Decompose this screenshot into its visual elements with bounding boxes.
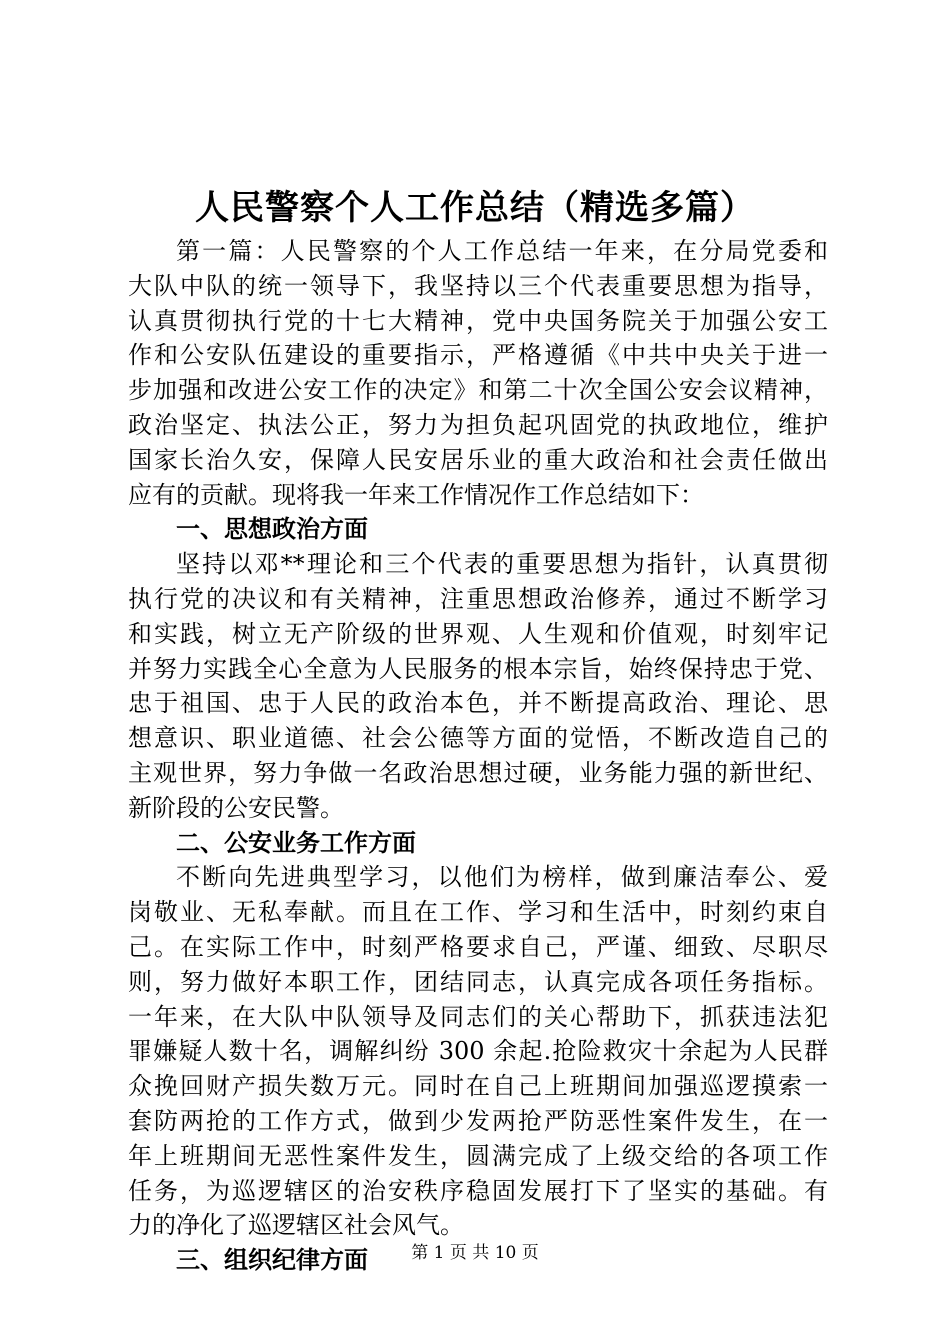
paragraph-line: 年上班期间无恶性案件发生，圆满完成了上级交给的各项工作: [128, 1141, 828, 1170]
paragraph-line: 岗敬业、无私奉献。而且在工作、学习和生活中，时刻约束自: [128, 898, 828, 927]
document-body: [128, 234, 828, 1278]
paragraph-line: 任务，为巡逻辖区的治安秩序稳固发展打下了坚实的基础。有: [128, 1176, 828, 1205]
paragraph-line: 和实践，树立无产阶级的世界观、人生观和价值观，时刻牢记: [128, 619, 828, 648]
section-heading-political: 一、思想政治方面: [176, 515, 368, 544]
paragraph-line: 罪嫌疑人数十名，调解纠纷 300 余起.抢险救灾十余起为人民群: [128, 1037, 828, 1066]
page-number-footer: 第 1 页 共 10 页: [411, 1243, 539, 1263]
paragraph-line: 想意识、职业道德、社会公德等方面的觉悟，不断改造自己的: [128, 724, 828, 753]
paragraph-line: 应有的贡献。现将我一年来工作情况作工作总结如下：: [128, 480, 704, 509]
paragraph-line: 第一篇：人民警察的个人工作总结一年来，在分局党委和: [176, 237, 828, 265]
paragraph-line: 步加强和改进公安工作的决定》和第二十次全国公安会议精神，: [128, 376, 828, 405]
paragraph-line: 大队中队的统一领导下，我坚持以三个代表重要思想为指导，: [128, 271, 828, 300]
paragraph-line: 坚持以邓**理论和三个代表的重要思想为指针，认真贯彻: [176, 550, 828, 579]
paragraph-line: 不断向先进典型学习，以他们为榜样，做到廉洁奉公、爱: [176, 863, 828, 892]
document-title: 人民警察个人工作总结（精选多篇）: [195, 188, 755, 228]
section-police-work-paragraph: [128, 860, 828, 1243]
section-political-paragraph: [128, 547, 828, 825]
paragraph-line: 众挽回财产损失数万元。同时在自己上班期间加强巡逻摸索一: [128, 1072, 828, 1101]
paragraph-line: 认真贯彻执行党的十七大精神，党中央国务院关于加强公安工: [128, 306, 828, 335]
paragraph-line: 国家长治久安，保障人民安居乐业的重大政治和社会责任做出: [128, 445, 828, 474]
section-heading-discipline: 三、组织纪律方面: [176, 1246, 368, 1275]
paragraph-line: 主观世界，努力争做一名政治思想过硬，业务能力强的新世纪、: [128, 758, 828, 787]
paragraph-line: 己。在实际工作中，时刻严格要求自己，严谨、细致、尽职尽: [128, 932, 828, 961]
paragraph-line: 则，努力做好本职工作，团结同志，认真完成各项任务指标。: [128, 967, 828, 996]
paragraph-line: 忠于祖国、忠于人民的政治本色，并不断提高政治、理论、思: [128, 689, 828, 718]
paragraph-line: 执行党的决议和有关精神，注重思想政治修养，通过不断学习: [128, 584, 828, 613]
paragraph-line: 作和公安队伍建设的重要指示，严格遵循《中共中央关于进一: [128, 341, 828, 370]
section-heading-police-work: 二、公安业务工作方面: [176, 828, 416, 857]
paragraph-line: 套防两抢的工作方式，做到少发两抢严防恶性案件发生，在一: [128, 1106, 828, 1135]
paragraph-line: 力的净化了巡逻辖区社会风气。: [128, 1211, 464, 1240]
paragraph-line: 一年来，在大队中队领导及同志们的关心帮助下，抓获违法犯: [128, 1002, 828, 1031]
paragraph-line: 新阶段的公安民警。: [128, 793, 344, 822]
intro-paragraph: [128, 234, 828, 512]
paragraph-line: 政治坚定、执法公正，努力为担负起巩固党的执政地位，维护: [128, 410, 828, 439]
paragraph-line: 并努力实践全心全意为人民服务的根本宗旨，始终保持忠于党、: [128, 654, 828, 683]
